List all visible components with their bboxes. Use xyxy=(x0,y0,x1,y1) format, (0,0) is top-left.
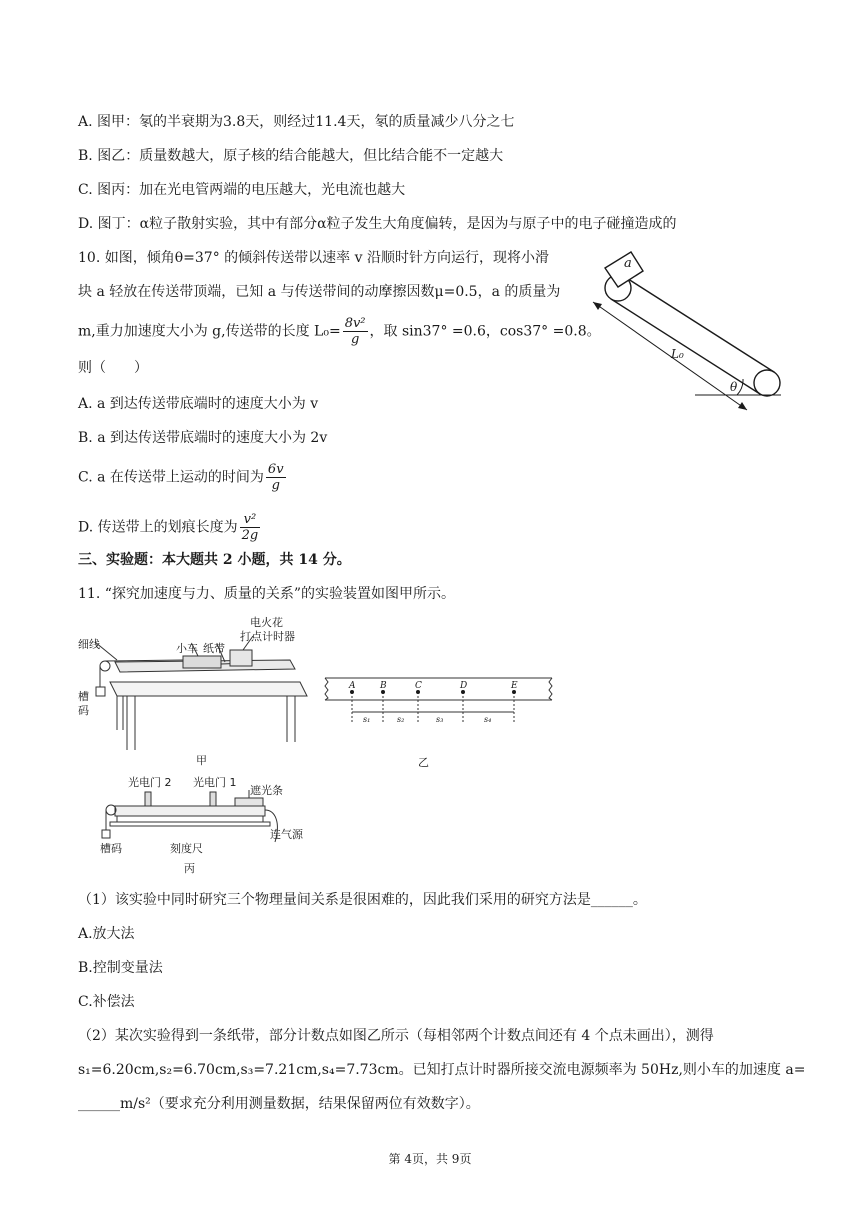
label-a: A xyxy=(349,681,356,691)
label-tape: 纸带 xyxy=(203,642,225,655)
angle-label: θ xyxy=(730,380,738,394)
arrow-head-bottom xyxy=(738,402,747,410)
section-heading: 三、实验题：本大题共 2 小题，共 14 分。 xyxy=(78,552,351,568)
q10-line2: 块 a 轻放在传送带顶端，已知 a 与传送带间的动摩擦因数μ=0.5，a 的质量为 xyxy=(78,284,561,300)
q9-option-a: A. 图甲：氡的半衰期为3.8天，则经过11.4天，氡的质量减少八分之七 xyxy=(78,114,515,130)
belt-bottom-edge xyxy=(611,299,760,394)
q10-line1: 10. 如图，倾角θ=37° 的倾斜传送带以速率 v 沿顺时针方向运行，现将小滑 xyxy=(78,250,549,266)
label-s2: s₂ xyxy=(397,715,405,724)
length-label: L₀ xyxy=(671,347,684,361)
track-base xyxy=(110,822,270,826)
label-s1: s₁ xyxy=(363,715,371,724)
label-shade: 遮光条 xyxy=(250,784,283,797)
q10-option-d xyxy=(78,512,262,543)
label-c: C xyxy=(415,681,422,691)
caption-yi: 乙 xyxy=(418,756,429,769)
fraction-denominator: g xyxy=(350,332,360,347)
label-thread: 细线 xyxy=(78,638,100,651)
label-car: 小车 xyxy=(176,642,198,655)
q10-line3-suffix: ，取 sin37° =0.6，cos37° =0.8。 xyxy=(369,323,601,340)
label-weight: 槽码 xyxy=(100,842,122,855)
page-footer: 第 4页，共 9页 xyxy=(388,1152,472,1166)
tape-right-tear xyxy=(549,678,552,700)
fraction-numerator: 6v xyxy=(267,462,284,477)
tape-left-tear xyxy=(325,678,328,700)
glider xyxy=(235,798,263,806)
q10-option-d-text: D. 传送带上的划痕长度为 xyxy=(78,519,238,536)
fraction-numerator: 8v² xyxy=(344,316,366,331)
q11-intro: 11. “探究加速度与力、质量的关系”的实验装置如图甲所示。 xyxy=(78,586,456,602)
pulley xyxy=(100,661,110,671)
spark-timer xyxy=(230,650,252,666)
label-s3: s₃ xyxy=(436,715,444,724)
label-s4: s₄ xyxy=(484,715,492,724)
conveyor-belt-diagram xyxy=(585,240,790,415)
slot-weight xyxy=(96,687,105,696)
q10-line4: 则（ ） xyxy=(78,360,148,376)
label-d: D xyxy=(460,681,468,691)
label-weight-2: 码 xyxy=(78,704,89,717)
fraction-denominator: 2g xyxy=(241,528,259,543)
q11-part2-line3: ______m/s²（要求充分利用测量数据，结果保留两位有效数字）。 xyxy=(78,1096,480,1112)
figure-yi-paper-tape xyxy=(320,670,560,726)
label-weight-1: 槽 xyxy=(78,690,89,703)
ruler xyxy=(117,816,263,822)
table-top xyxy=(110,682,307,696)
q11-part1-option-c: C.补偿法 xyxy=(78,994,135,1010)
q10-option-d-fraction xyxy=(240,512,261,543)
q10-line3-prefix: m,重力加速度大小为 g,传送带的长度 L₀= xyxy=(78,323,341,340)
belt-top-edge xyxy=(625,277,774,372)
cart xyxy=(183,656,221,668)
label-timer-1: 电火花 xyxy=(250,616,283,629)
q11-part2-line2: s₁=6.20cm,s₂=6.70cm,s₃=7.21cm,s₄=7.73cm。已知打点计时器所接交流电源频率为 50Hz,则小车的加速度 a= xyxy=(78,1062,806,1078)
label-air-source: 连气源 xyxy=(270,828,303,841)
label-gate2: 光电门 2 xyxy=(128,776,172,789)
label-b: B xyxy=(380,681,387,691)
q10-option-c-fraction xyxy=(266,462,286,493)
arrow-head-top xyxy=(593,302,602,310)
q11-part1-option-b: B.控制变量法 xyxy=(78,960,163,976)
q10-line3 xyxy=(78,316,601,347)
q10-option-c-text: C. a 在传送带上运动的时间为 xyxy=(78,469,264,486)
q10-option-a: A. a 到达传送带底端时的速度大小为 v xyxy=(78,396,319,412)
gate-1 xyxy=(210,792,216,806)
q10-option-b: B. a 到达传送带底端时的速度大小为 2v xyxy=(78,430,328,446)
q11-part2-line1: （2）某次实验得到一条纸带，部分计数点如图乙所示（每相邻两个计数点间还有 4 个点未画出），测得 xyxy=(78,1028,714,1044)
label-timer-2: 打点计时器 xyxy=(240,630,295,643)
q10-option-c xyxy=(78,462,288,493)
q11-part1: （1）该实验中同时研究三个物理量间关系是很困难的，因此我们采用的研究方法是______。 xyxy=(78,892,647,908)
fraction-denominator: g xyxy=(271,478,280,493)
q9-option-c: C. 图丙：加在光电管两端的电压越大，光电流也越大 xyxy=(78,182,406,198)
q11-part1-option-a: A.放大法 xyxy=(78,926,135,942)
gate-2 xyxy=(145,792,151,806)
label-e: E xyxy=(511,681,518,691)
q10-length-fraction xyxy=(343,316,368,347)
label-ruler: 刻度尺 xyxy=(170,842,203,855)
q9-option-b: B. 图乙：质量数越大，原子核的结合能越大，但比结合能不一定越大 xyxy=(78,148,504,164)
length-arrow xyxy=(593,302,747,410)
label-gate1: 光电门 1 xyxy=(193,776,237,789)
hanging-weight xyxy=(102,830,110,838)
caption-jia: 甲 xyxy=(196,754,207,767)
q9-option-d: D. 图丁：α粒子散射实验，其中有部分α粒子发生大角度偏转，是因为与原子中的电子碰撞造成的 xyxy=(78,216,677,232)
air-track-rail xyxy=(115,806,265,816)
block-label: a xyxy=(624,256,632,271)
fraction-numerator: v² xyxy=(240,512,261,528)
caption-bing: 丙 xyxy=(184,862,195,875)
